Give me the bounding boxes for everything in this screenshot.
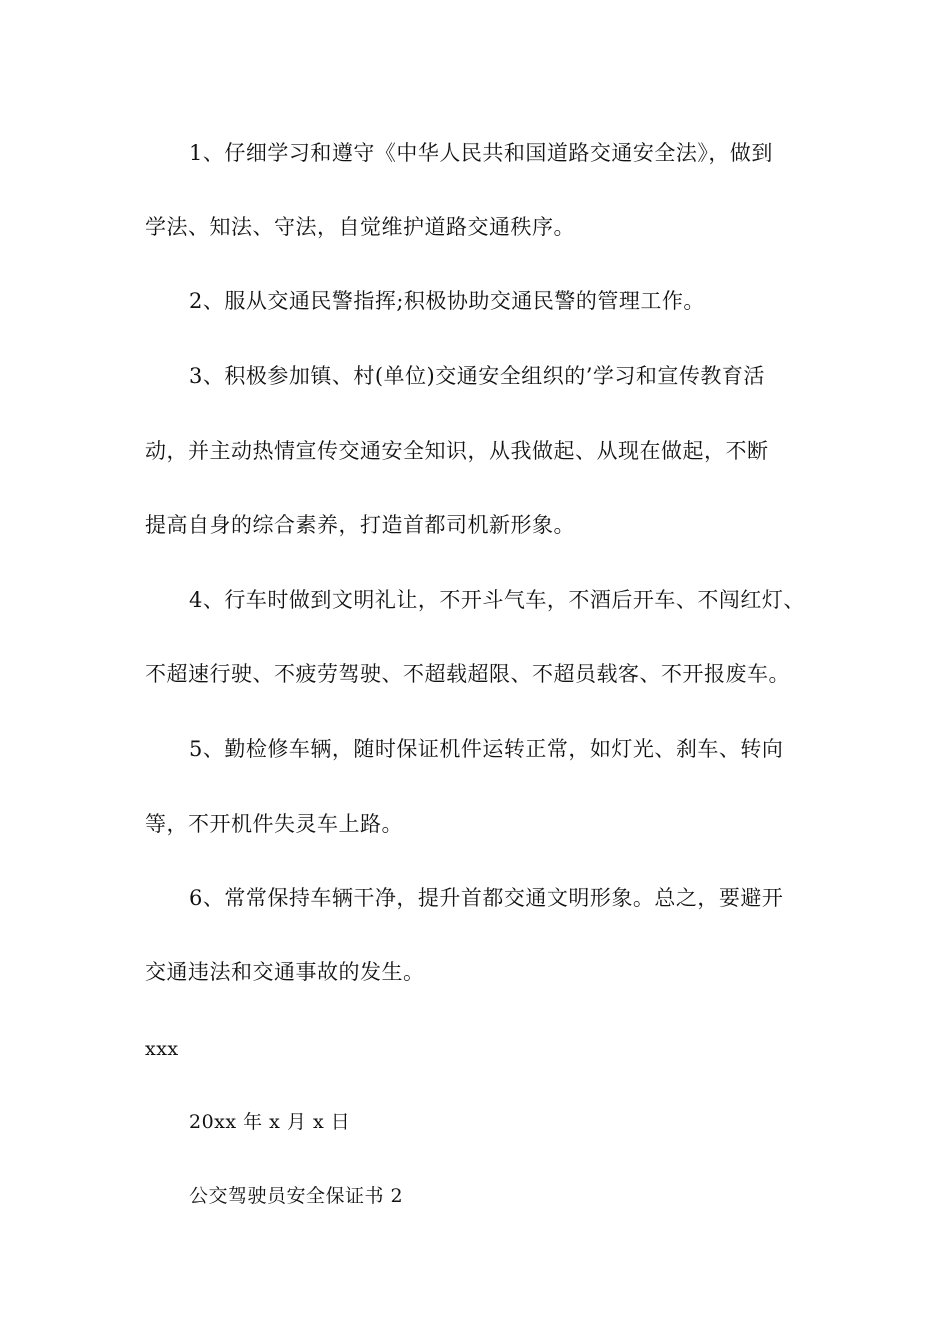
item-1-line-2: 学法、知法、守法，自觉维护道路交通秩序。 xyxy=(145,215,575,239)
date: 20xx 年 x 月 x 日 xyxy=(189,1111,351,1133)
item-4-line-1: 4、行车时做到文明礼让，不开斗气车，不酒后开车、不闯红灯、 xyxy=(189,588,805,612)
next-section-title: 公交驾驶员安全保证书 2 xyxy=(189,1185,404,1207)
item-5-line-2: 等，不开机件失灵车上路。 xyxy=(145,812,403,836)
item-6-line-2: 交通违法和交通事故的发生。 xyxy=(145,960,425,984)
item-6-line-1: 6、常常保持车辆干净，提升首都交通文明形象。总之，要避开 xyxy=(189,886,784,910)
item-4-line-2: 不超速行驶、不疲劳驾驶、不超载超限、不超员载客、不开报废车。 xyxy=(145,662,790,686)
item-5-line-1: 5、勤检修车辆，随时保证机件运转正常，如灯光、刹车、转向 xyxy=(189,737,784,761)
item-3-line-1: 3、积极参加镇、村(单位)交通安全组织的’学习和宣传教育活 xyxy=(189,364,765,388)
item-1-line-1: 1、仔细学习和遵守《中华人民共和国道路交通安全法》，做到 xyxy=(189,141,773,165)
signature: xxx xyxy=(145,1038,179,1060)
item-2-line-1: 2、服从交通民警指挥;积极协助交通民警的管理工作。 xyxy=(189,289,705,313)
item-3-line-2: 动，并主动热情宣传交通安全知识，从我做起、从现在做起，不断 xyxy=(145,439,769,463)
item-3-line-3: 提高自身的综合素养，打造首都司机新形象。 xyxy=(145,513,575,537)
